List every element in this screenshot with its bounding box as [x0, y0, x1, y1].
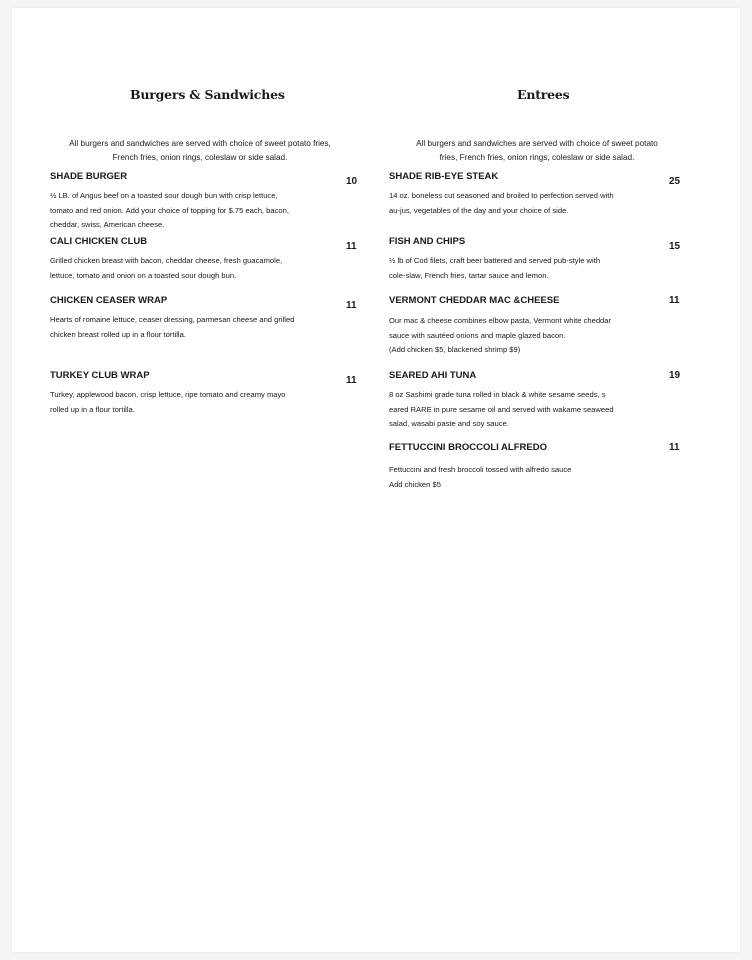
desc-line: rolled up in a flour tortilla.: [50, 404, 135, 414]
menu-item-shade-burger: [50, 171, 358, 233]
item-price: 10: [346, 176, 358, 187]
menu-item-fish-and-chips: [389, 236, 685, 283]
desc-line: (Add chicken $5, blackened shrimp $9): [389, 345, 521, 354]
section-intro: [50, 137, 350, 165]
menu-item-fettuccini-broccoli-alfredo: [389, 442, 685, 492]
section-heading-burgers: Burgers & Sandwiches: [130, 87, 285, 102]
intro-line: All burgers and sandwiches are served with choice of sweet potato fries,: [69, 139, 331, 148]
item-name: VERMONT CHEDDAR MAC &CHEESE: [389, 295, 560, 306]
item-description: [389, 254, 685, 283]
item-price: 11: [346, 375, 357, 386]
intro-line: All burgers and sandwiches are served with choice of sweet potato: [416, 139, 658, 148]
desc-line: 8 oz Sashimi grade tuna rolled in black & white sesame seeds, s: [389, 390, 606, 399]
desc-line: ½ LB. of Angus beef on a toasted sour dough bun with crisp lettuce,: [50, 191, 278, 200]
section-heading-entrees: Entrees: [517, 87, 570, 102]
intro-line: French fries, onion rings, coleslaw or side salad.: [112, 153, 288, 162]
item-description: [50, 189, 358, 233]
menu-item-turkey-club-wrap: [50, 370, 358, 417]
item-name: TURKEY CLUB WRAP: [50, 370, 150, 381]
menu-item-shade-rib-eye-steak: [389, 171, 685, 218]
item-description: [389, 307, 685, 358]
desc-line: lettuce, tomato and onion on a toasted sour dough bun.: [50, 270, 237, 280]
item-name: SHADE BURGER: [50, 171, 128, 182]
intro-line: fries, French fries, onion rings, coleslaw or side salad.: [439, 153, 635, 162]
item-name: SEARED AHI TUNA: [389, 370, 477, 381]
desc-line: tomato and red onion. Add your choice of topping for $.75 each, bacon,: [50, 205, 289, 215]
menu-item-vermont-cheddar-mac-cheese: [389, 295, 685, 358]
item-price: 11: [669, 442, 680, 453]
item-name: FISH AND CHIPS: [389, 236, 466, 247]
desc-line: Grilled chicken breast with bacon, cheddar cheese, fresh guacamole,: [50, 256, 283, 265]
item-price: 11: [346, 300, 357, 311]
desc-line: Hearts of romaine lettuce, ceaser dressing, parmesan cheese and grilled: [50, 315, 295, 324]
desc-line: cole-slaw, French fries, tartar sauce and lemon.: [389, 270, 549, 280]
desc-line: cheddar, swiss, American cheese.: [50, 220, 165, 229]
menu-item-cali-chicken-club: [50, 236, 358, 283]
item-description: [50, 388, 358, 417]
section-intro: [389, 137, 685, 165]
desc-line: 14 oz. boneless cut seasoned and broiled to perfection served with: [389, 191, 614, 200]
desc-line: salad, wasabi paste and soy sauce.: [389, 419, 509, 428]
desc-line: Our mac & cheese combines elbow pasta, Vermont white cheddar: [389, 316, 612, 325]
item-name: SHADE RIB-EYE STEAK: [389, 171, 499, 182]
desc-line: sauce with sautéed onions and maple glazed bacon.: [389, 330, 566, 340]
item-name: CALI CHICKEN CLUB: [50, 236, 148, 247]
menu-item-seared-ahi-tuna: [389, 370, 685, 432]
item-price: 19: [669, 370, 681, 381]
desc-line: Add chicken $5: [389, 479, 441, 489]
item-name: FETTUCCINI BROCCOLI ALFREDO: [389, 442, 547, 453]
item-price: 11: [346, 241, 357, 252]
item-price: 11: [669, 295, 680, 306]
item-price: 15: [669, 241, 681, 252]
desc-line: Turkey, applewood bacon, crisp lettuce, ripe tomato and creamy mayo: [50, 390, 286, 399]
desc-line: Fettuccini and fresh broccoli tossed with alfredo sauce: [389, 465, 572, 474]
item-description: [389, 189, 685, 218]
menu-page: [12, 8, 740, 952]
desc-line: ½ lb of Cod filets, craft beer battered and served pub-style with: [389, 256, 601, 265]
item-description: [389, 388, 685, 432]
desc-line: chicken breast rolled up in a flour tortilla.: [50, 329, 186, 339]
item-description: [50, 254, 358, 283]
item-description: [389, 463, 685, 492]
item-price: 25: [669, 176, 681, 187]
desc-line: au-jus, vegetables of the day and your choice of side.: [389, 205, 569, 215]
item-description: [50, 313, 358, 342]
item-name: CHICKEN CEASER WRAP: [50, 295, 168, 306]
desc-line: eared RARE in pure sesame oil and served with wakame seaweed: [389, 404, 614, 414]
menu-item-chicken-ceaser-wrap: [50, 295, 358, 342]
